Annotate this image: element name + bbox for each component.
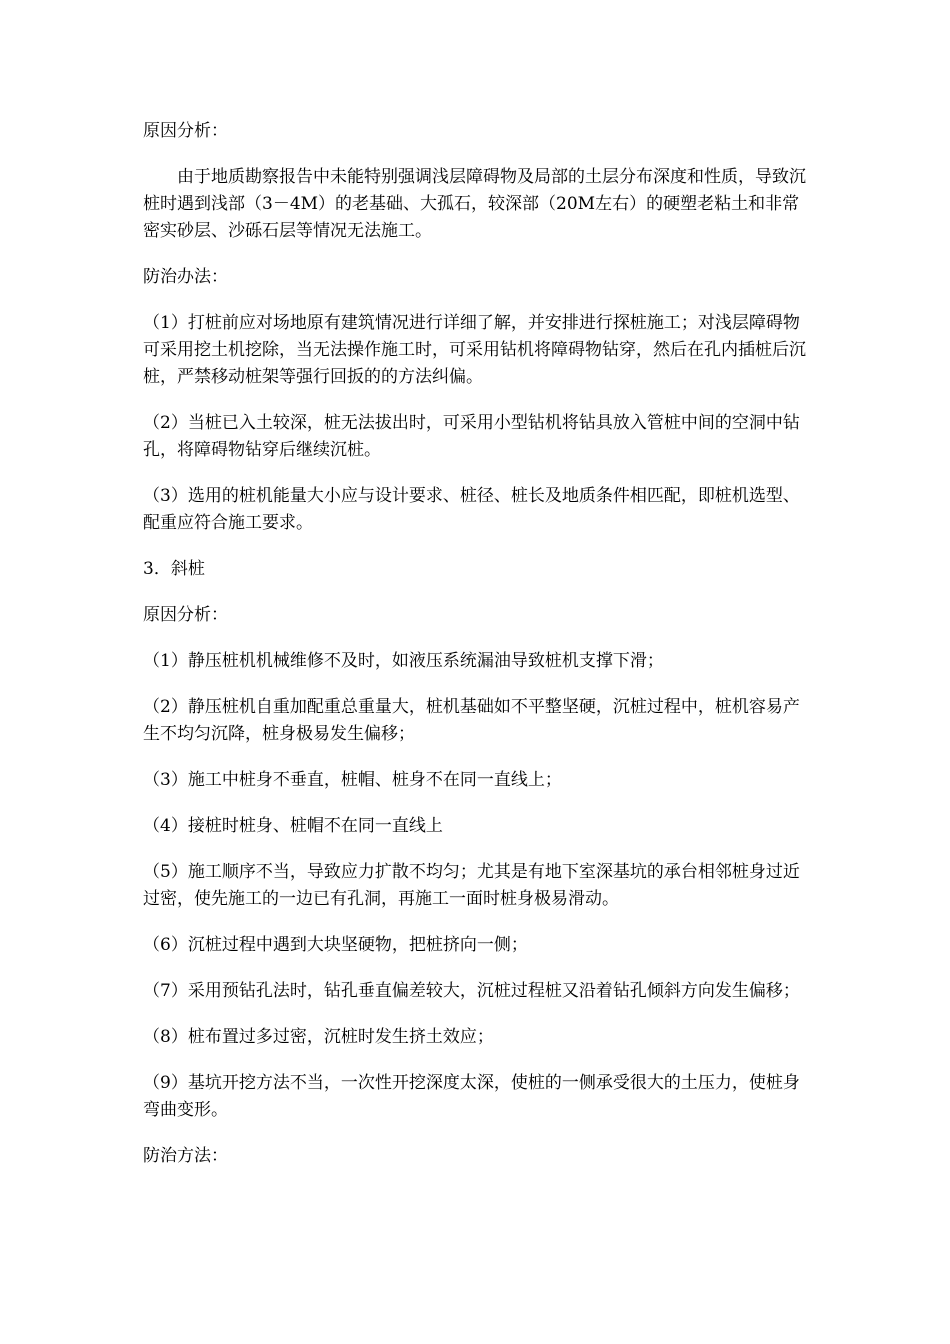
section-heading-cause-analysis-2: 原因分析： (143, 605, 228, 625)
section-title-inclined-pile: 3．斜桩 (143, 559, 205, 579)
prevention-item-2: （2）当桩已入土较深，桩无法拔出时，可采用小型钻机将钻具放入管桩中间的空洞中钻孔，将障碍物钻穿后继续沉桩。 (143, 413, 800, 460)
cause-item-4: （4）接桩时桩身、桩帽不在同一直线上 (143, 816, 443, 836)
cause-item-5: （5）施工顺序不当，导致应力扩散不均匀；尤其是有地下室深基坑的承台相邻桩身过近过密，使先施工的一边已有孔洞，再施工一面时桩身极易滑动。 (143, 862, 800, 909)
section-heading-prevention-method: 防治方法： (143, 1146, 228, 1166)
cause-item-1: （1）静压桩机机械维修不及时，如液压系统漏油导致桩机支撑下滑； (143, 651, 664, 671)
section-heading-prevention: 防治办法： (143, 267, 228, 287)
cause-analysis-paragraph: 由于地质勘察报告中未能特别强调浅层障碍物及局部的土层分布深度和性质，导致沉桩时遇到浅部（3－4M）的老基础、大孤石，较深部（20M左右）的硬塑老粘土和非常密实砂层、沙砾石层等情况无法施工。 (143, 167, 806, 241)
section-heading-cause-analysis: 原因分析： (143, 121, 228, 141)
cause-item-2: （2）静压桩机自重加配重总重量大，桩机基础如不平整坚硬，沉桩过程中，桩机容易产生不均匀沉降，桩身极易发生偏移； (143, 697, 800, 744)
cause-item-3: （3）施工中桩身不垂直，桩帽、桩身不在同一直线上； (143, 770, 562, 790)
document-body (143, 118, 815, 1189)
prevention-item-3: （3）选用的桩机能量大小应与设计要求、桩径、桩长及地质条件相匹配，即桩机选型、配重应符合施工要求。 (143, 486, 800, 533)
cause-item-7: （7）采用预钻孔法时，钻孔垂直偏差较大，沉桩过程桩又沿着钻孔倾斜方向发生偏移； (143, 981, 800, 1001)
cause-item-6: （6）沉桩过程中遇到大块坚硬物，把桩挤向一侧； (143, 935, 528, 955)
cause-item-9: （9）基坑开挖方法不当，一次性开挖深度太深，使桩的一侧承受很大的土压力，使桩身弯曲变形。 (143, 1073, 800, 1120)
prevention-item-1: （1）打桩前应对场地原有建筑情况进行详细了解，并安排进行探桩施工；对浅层障碍物可采用挖土机挖除，当无法操作施工时，可采用钻机将障碍物钻穿，然后在孔内插桩后沉桩，严禁移动桩架等强行回扳的的方法纠偏。 (143, 313, 806, 387)
cause-item-8: （8）桩布置过多过密，沉桩时发生挤土效应； (143, 1027, 494, 1047)
